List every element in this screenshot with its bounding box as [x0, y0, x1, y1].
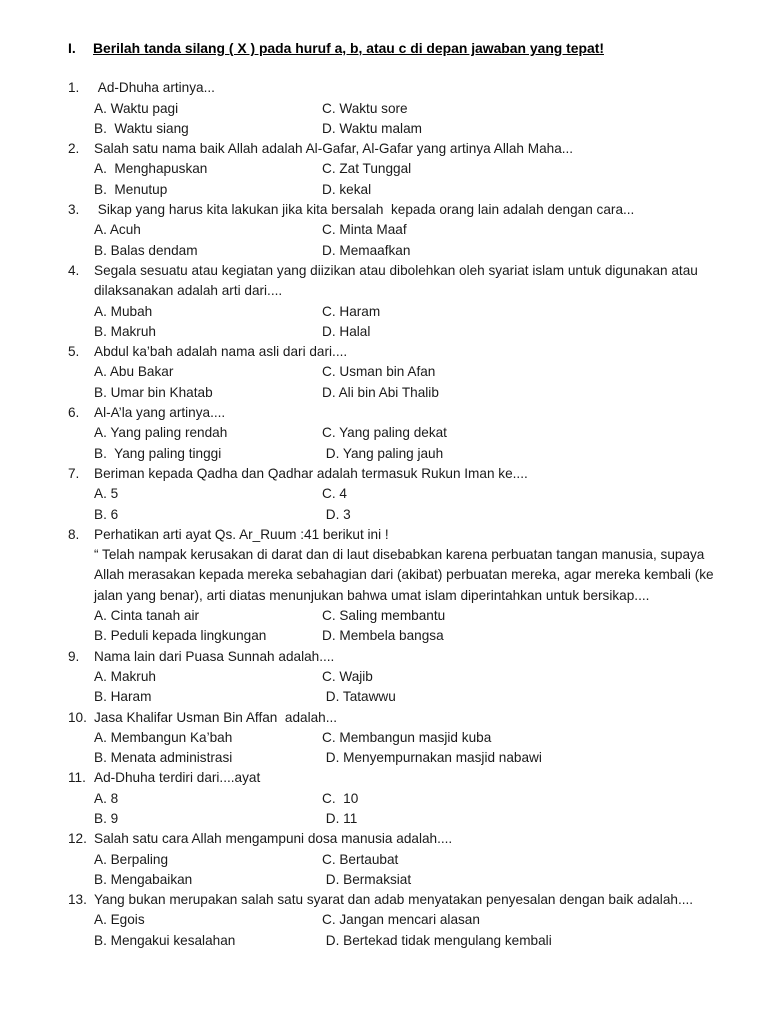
option-a: A. Cinta tanah air [94, 608, 200, 624]
option-a: A. Membangun Ka’bah [94, 729, 233, 745]
question-text: Al-A’la yang artinya.... [94, 405, 226, 421]
question-text: Salah satu cara Allah mengampuni dosa manusia adalah.... [94, 831, 453, 847]
question-options [94, 789, 722, 830]
question-options [94, 910, 722, 951]
question-number: 5. [68, 344, 80, 360]
option-a: A. 5 [94, 486, 119, 502]
option-b: B. Menata administrasi [94, 750, 233, 766]
question-number: 1. [68, 80, 80, 96]
question-item [68, 890, 722, 951]
option-d: D. Bertekad tidak mengulang kembali [322, 932, 552, 948]
question-row [68, 139, 722, 159]
question-number: 7. [68, 465, 80, 481]
option-d: D. Menyempurnakan masjid nabawi [322, 750, 542, 766]
question-row [68, 890, 722, 910]
question-number: 3. [68, 202, 80, 218]
option-d: D. Yang paling jauh [322, 445, 444, 461]
option-a: A. Egois [94, 912, 145, 928]
option-d: D. Tatawwu [322, 689, 396, 705]
question-row [68, 200, 722, 220]
question-row [68, 403, 722, 423]
question-item [68, 829, 722, 890]
question-text: Sikap yang harus kita lakukan jika kita bersalah kepada orang lain adalah dengan cara... [94, 202, 635, 218]
question-text: Ad-Dhuha artinya... [94, 80, 215, 96]
option-a: A. Abu Bakar [94, 364, 174, 380]
option-d: D. Waktu malam [322, 120, 422, 136]
option-b: B. Makruh [94, 323, 156, 339]
question-item [68, 78, 722, 139]
question-number: 10. [68, 709, 87, 725]
option-b: B. Yang paling tinggi [94, 445, 222, 461]
question-row [68, 768, 722, 788]
question-row [68, 829, 722, 849]
question-item [68, 647, 722, 708]
option-d: D. 3 [322, 506, 351, 522]
option-a: A. Berpaling [94, 851, 169, 867]
option-b: B. Umar bin Khatab [94, 384, 213, 400]
question-options [94, 99, 722, 140]
option-c: C. Wajib [322, 668, 373, 684]
option-a: A. Mubah [94, 303, 153, 319]
option-c: C. Minta Maaf [322, 222, 407, 238]
option-d: D. Memaafkan [322, 242, 411, 258]
question-item [68, 464, 722, 525]
option-d: D. kekal [322, 181, 372, 197]
option-d: D. Membela bangsa [322, 628, 444, 644]
option-d: D. 11 [322, 810, 358, 826]
option-c: C. Usman bin Afan [322, 364, 436, 380]
question-number: 9. [68, 648, 80, 664]
question-options [94, 606, 722, 647]
option-b: B. Waktu siang [94, 120, 189, 136]
option-d: D. Bermaksiat [322, 871, 412, 887]
question-number: 13. [68, 892, 87, 908]
option-b: B. 9 [94, 810, 119, 826]
question-options [94, 362, 722, 403]
section-title: Berilah tanda silang ( X ) pada huruf a, b, atau c di depan jawaban yang tepat! [93, 40, 604, 56]
option-a: A. Yang paling rendah [94, 425, 228, 441]
option-b: B. Menutup [94, 181, 168, 197]
option-d: D. Halal [322, 323, 371, 339]
questions [68, 78, 722, 951]
question-text: Nama lain dari Puasa Sunnah adalah.... [94, 648, 335, 664]
option-a: A. Menghapuskan [94, 161, 208, 177]
option-c: C. Jangan mencari alasan [322, 912, 480, 928]
option-c: C. Haram [322, 303, 381, 319]
option-a: A. 8 [94, 790, 119, 806]
question-options [94, 484, 722, 525]
question-options [94, 850, 722, 891]
document-content [68, 38, 722, 951]
option-b: B. Mengabaikan [94, 871, 193, 887]
option-d: D. Ali bin Abi Thalib [322, 384, 439, 400]
section-heading [68, 38, 722, 58]
question-item [68, 403, 722, 464]
option-a: A. Acuh [94, 222, 141, 238]
question-row [68, 708, 722, 728]
question-item [68, 261, 722, 342]
question-number: 11. [68, 770, 86, 786]
option-c: C. Bertaubat [322, 851, 399, 867]
question-row [68, 78, 722, 98]
question-row [68, 261, 722, 302]
option-c: C. Membangun masjid kuba [322, 729, 492, 745]
option-c: C. Saling membantu [322, 608, 446, 624]
question-number: 4. [68, 262, 80, 278]
option-b: B. Balas dendam [94, 242, 198, 258]
question-item [68, 139, 722, 200]
option-b: B. Mengakui kesalahan [94, 932, 236, 948]
option-a: A. Makruh [94, 668, 156, 684]
option-b: B. Haram [94, 689, 152, 705]
option-b: B. 6 [94, 506, 119, 522]
question-text: Perhatikan arti ayat Qs. Ar_Ruum :41 berikut ini ! [94, 526, 389, 542]
question-number: 2. [68, 141, 80, 157]
question-quote: “ Telah nampak kerusakan di darat dan di laut disebabkan karena perbuatan tangan manusia, supaya Allah merasakan kepada mereka sebahagian dari (akibat) perbuatan mereka, agar mereka kembali (ke jalan yang benar), arti diatas menunjukan bahwa umat islam diperintahkan untuk bersikap.... [94, 547, 718, 603]
question-row [68, 525, 722, 545]
question-text: Ad-Dhuha terdiri dari....ayat [94, 770, 261, 786]
question-row [68, 464, 722, 484]
question-item [68, 708, 722, 769]
question-options [94, 728, 722, 769]
question-row [68, 342, 722, 362]
question-text: Beriman kepada Qadha dan Qadhar adalah termasuk Rukun Iman ke.... [94, 465, 528, 481]
question-number: 6. [68, 405, 80, 421]
question-options [94, 220, 722, 261]
question-options [94, 423, 722, 464]
question-item [68, 525, 722, 647]
question-item [68, 768, 722, 829]
question-options [94, 667, 722, 708]
question-text: Yang bukan merupakan salah satu syarat dan adab menyatakan penyesalan dengan baik adalah.... [94, 892, 694, 908]
question-row [68, 647, 722, 667]
section-label: I. [68, 40, 76, 56]
question-number: 8. [68, 526, 80, 542]
question-text: Jasa Khalifar Usman Bin Affan adalah... [94, 709, 338, 725]
question-item [68, 200, 722, 261]
question-text: Salah satu nama baik Allah adalah Al-Gafar, Al-Gafar yang artinya Allah Maha... [94, 141, 574, 157]
question-options [94, 302, 722, 343]
option-c: C. 10 [322, 790, 359, 806]
option-b: B. Peduli kepada lingkungan [94, 628, 267, 644]
option-c: C. Zat Tunggal [322, 161, 412, 177]
option-c: C. Waktu sore [322, 100, 408, 116]
option-c: C. 4 [322, 486, 347, 502]
option-a: A. Waktu pagi [94, 100, 179, 116]
question-item [68, 342, 722, 403]
question-number: 12. [68, 831, 87, 847]
option-c: C. Yang paling dekat [322, 425, 447, 441]
question-options [94, 159, 722, 200]
question-text: Abdul ka’bah adalah nama asli dari dari.... [94, 344, 348, 360]
question-text: Segala sesuatu atau kegiatan yang diizikan atau dibolehkan oleh syariat islam untuk digunakan atau dilaksanakan adalah arti dari.... [94, 262, 702, 299]
